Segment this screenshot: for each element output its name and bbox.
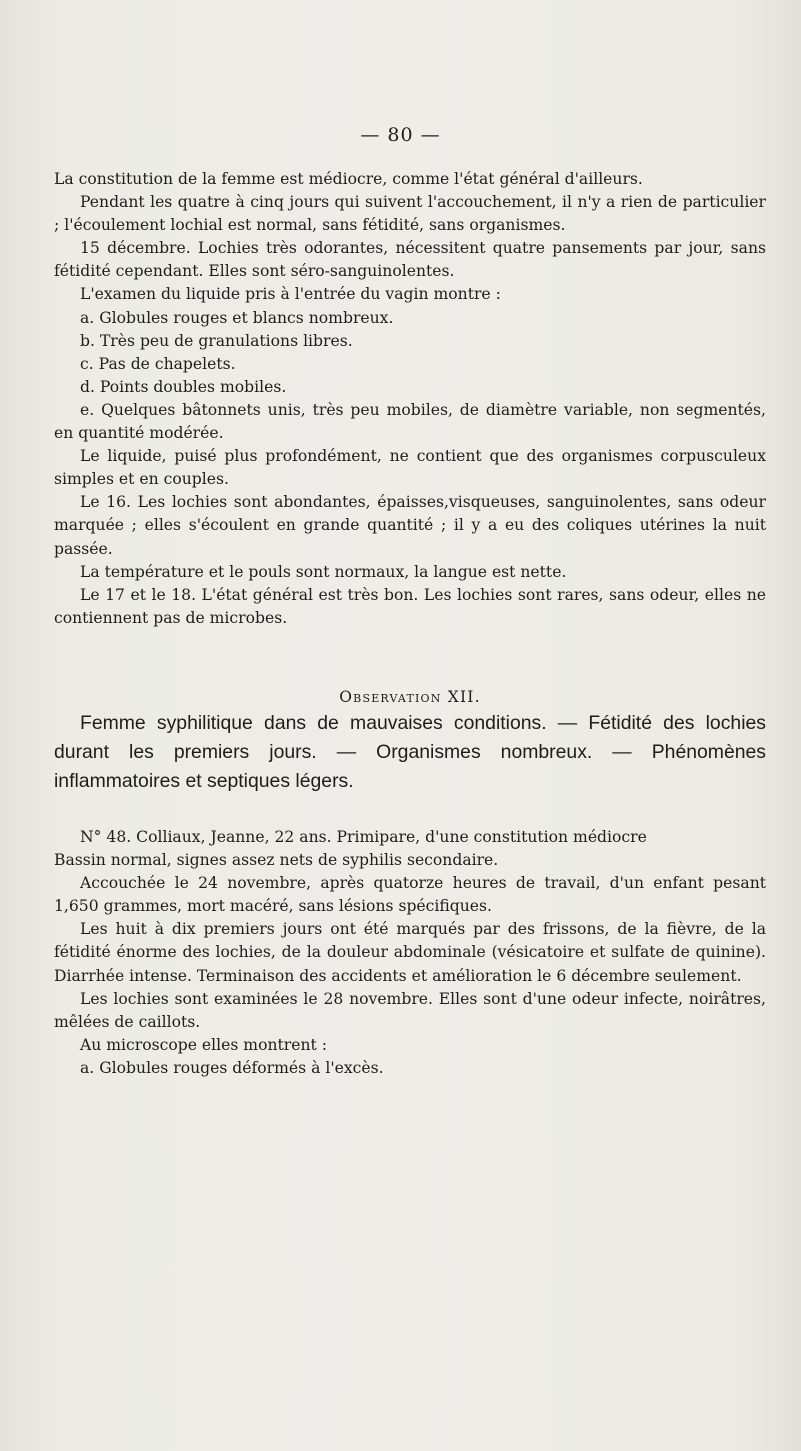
paragraph: Le liquide, puisé plus profondément, ne contient que des organismes corpusculeux simples et en couples. xyxy=(54,447,766,489)
paragraph: N° 48. Colliaux, Jeanne, 22 ans. Primipare, d'une constitution médiocre xyxy=(80,827,647,846)
observation-heading: Femme syphilitique dans de mauvaises conditions. — Fétidité des lochies durant les premiers jours. — Organismes nombreux. — Phénomènes inflammatoires et septiques légers. xyxy=(54,711,766,792)
paragraph: 15 décembre. Lochies très odorantes, nécessitent quatre pansements par jour, sans fétidité cependant. Elles sont séro-sanguinolentes. xyxy=(54,239,766,281)
list-item: c. Pas de chapelets. xyxy=(80,354,236,373)
list-item: d. Points doubles mobiles. xyxy=(80,377,287,396)
paragraph: La constitution de la femme est médiocre, comme l'état général d'ailleurs. xyxy=(54,170,643,188)
paragraph: L'examen du liquide pris à l'entrée du vagin montre : xyxy=(80,285,501,304)
paragraph: Pendant les quatre à cinq jours qui suivent l'accouchement, il n'y a rien de particulier ; l'écoulement lochial est normal, sans fétidité, sans organismes. xyxy=(54,193,766,235)
paragraph: Les lochies sont examinées le 28 novembre. Elles sont d'une odeur infecte, noirâtres, mêlées de caillots. xyxy=(54,989,766,1031)
paragraph: La température et le pouls sont normaux, la langue est nette. xyxy=(80,562,567,581)
paragraph: Les huit à dix premiers jours ont été marqués par des frissons, de la fièvre, de la fétidité énorme des lochies, de la douleur abdominale (vésicatoire et sulfate de quinine). Diarrhée intense. Terminaison des accidents et amélioration le 6 décembre seulement. xyxy=(54,920,766,985)
observation-title: Observation XII. xyxy=(339,687,481,706)
paragraph: Le 17 et le 18. L'état général est très bon. Les lochies sont rares, sans odeur, elles ne contiennent pas de microbes. xyxy=(54,585,766,627)
list-item: a. Globules rouges et blancs nombreux. xyxy=(80,308,394,327)
list-item: e. Quelques bâtonnets unis, très peu mobiles, de diamètre variable, non segmentés, en quantité modérée. xyxy=(54,400,766,443)
case-section xyxy=(54,826,766,1080)
paragraph: Bassin normal, signes assez nets de syphilis secondaire. xyxy=(54,851,499,870)
paragraph: Le 16. Les lochies sont abondantes, épaisses,visqueuses, sanguinolentes, sans odeur marquée ; elles s'écoulent en grande quantité ; il y a eu des coliques utérines la nuit passée. xyxy=(54,493,766,558)
paragraph: Au microscope elles montrent : xyxy=(80,1035,327,1054)
paragraph: Accouchée le 24 novembre, après quatorze heures de travail, d'un enfant pesant 1,650 grammes, mort macéré, sans lésions spécifiques. xyxy=(54,874,766,916)
list-item: a. Globules rouges déformés à l'excès. xyxy=(80,1058,384,1077)
page-number: — 80 — xyxy=(360,124,441,146)
page-body xyxy=(54,168,766,1080)
list-item: b. Très peu de granulations libres. xyxy=(80,331,353,350)
